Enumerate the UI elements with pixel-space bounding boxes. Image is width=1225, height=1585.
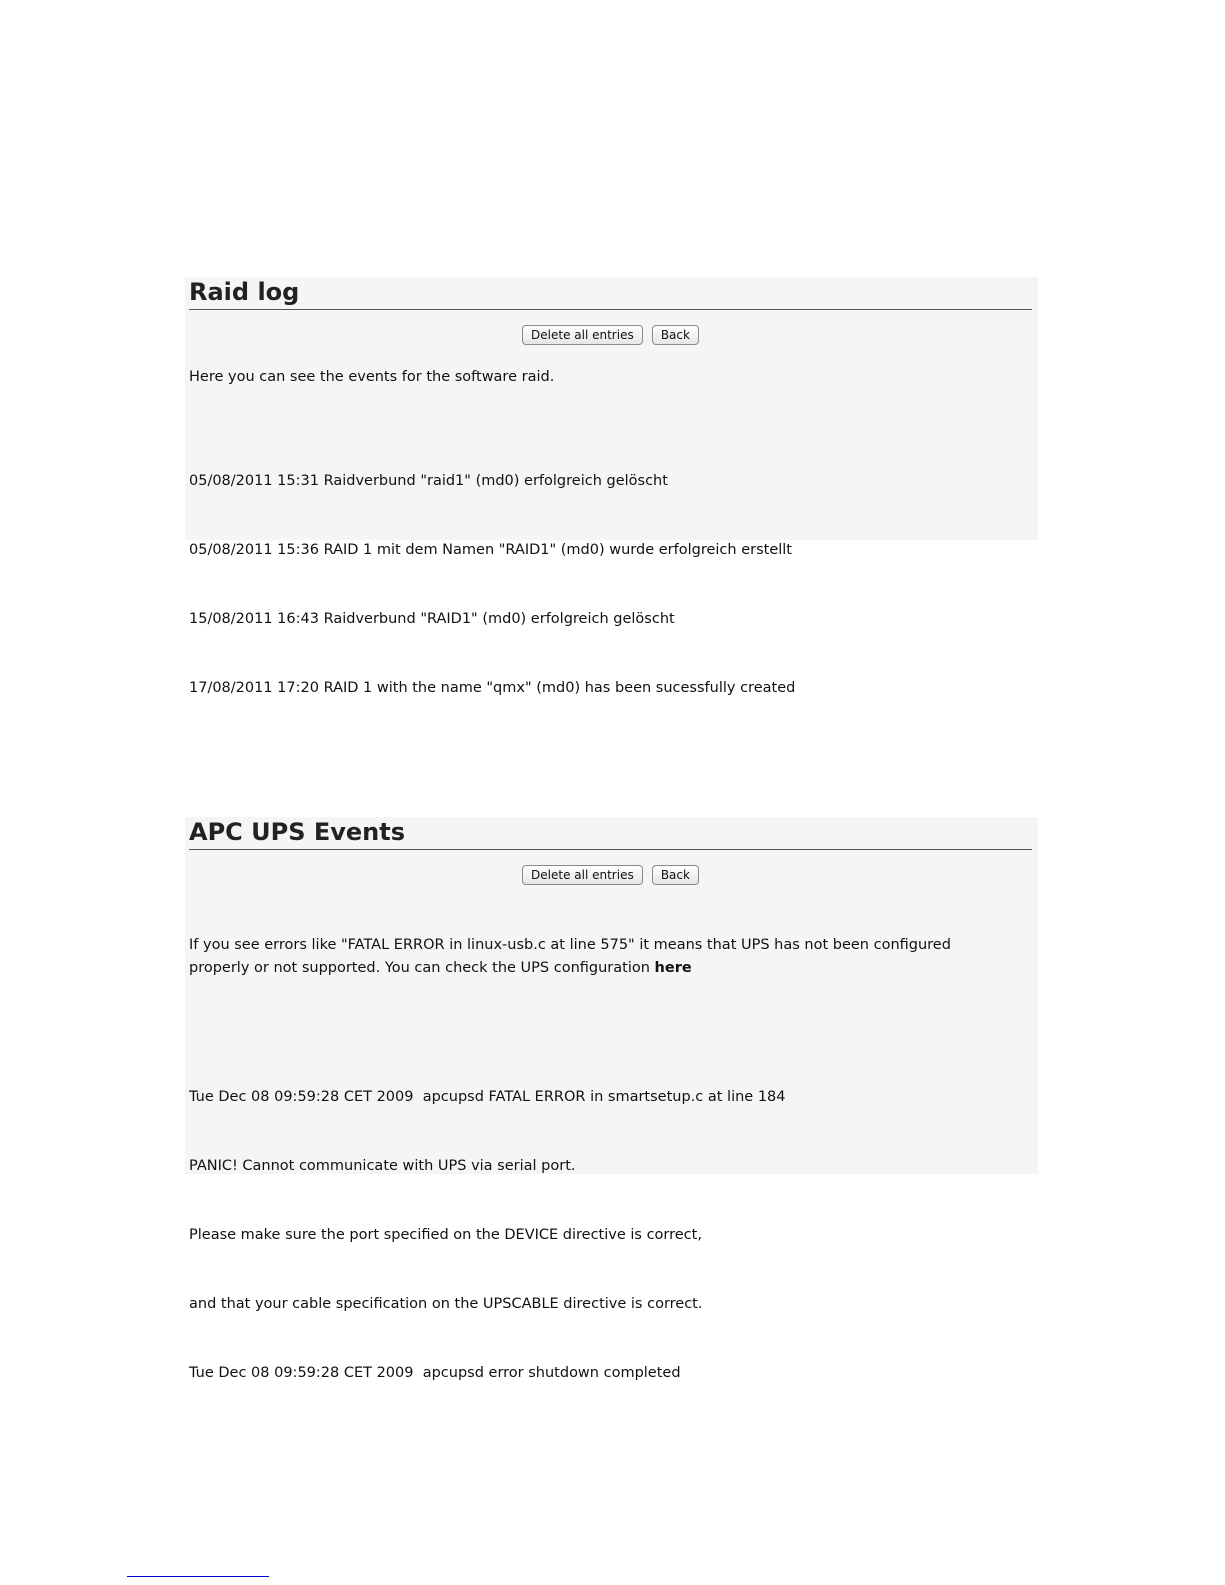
- ups-events-entries: [189, 1040, 1032, 1431]
- log-entry: 15/08/2011 16:43 Raidverbund "RAID1" (md0) erfolgreich gelöscht: [189, 611, 675, 627]
- raid-log-title: Raid log: [189, 277, 1032, 310]
- footnote-rule: [127, 1576, 269, 1577]
- ups-events-button-row: [189, 864, 1032, 886]
- raid-log-button-row: [189, 324, 1032, 346]
- ups-events-panel: [185, 817, 1038, 1381]
- raid-log-entries: [189, 424, 1032, 746]
- raid-delete-all-entries-button[interactable]: Delete all entries: [522, 325, 643, 345]
- log-entry: and that your cable specification on the UPSCABLE directive is correct.: [189, 1296, 703, 1312]
- ups-back-button[interactable]: Back: [652, 865, 699, 885]
- ups-delete-all-entries-button[interactable]: Delete all entries: [522, 865, 643, 885]
- ups-description-line1: If you see errors like "FATAL ERROR in linux-usb.c at line 575" it means that UPS has not been configured: [189, 937, 951, 953]
- log-entry: Tue Dec 08 09:59:28 CET 2009 apcupsd FATAL ERROR in smartsetup.c at line 184: [189, 1089, 786, 1105]
- ups-events-description: [189, 934, 1032, 980]
- ups-events-title: APC UPS Events: [189, 817, 1032, 850]
- log-entry: 05/08/2011 15:36 RAID 1 mit dem Namen "RAID1" (md0) wurde erfolgreich erstellt: [189, 542, 792, 558]
- raid-log-panel: [185, 277, 1038, 696]
- log-entry: Please make sure the port specified on the DEVICE directive is correct,: [189, 1227, 702, 1243]
- log-entry: 05/08/2011 15:31 Raidverbund "raid1" (md0) erfolgreich gelöscht: [189, 473, 668, 489]
- raid-log-description: Here you can see the events for the software raid.: [189, 369, 555, 385]
- ups-description-line2: properly or not supported. You can check the UPS configuration: [189, 960, 655, 976]
- log-entry: 17/08/2011 17:20 RAID 1 with the name "qmx" (md0) has been sucessfully created: [189, 680, 796, 696]
- ups-config-link[interactable]: here: [654, 960, 692, 976]
- log-entry: Tue Dec 08 09:59:28 CET 2009 apcupsd error shutdown completed: [189, 1365, 681, 1381]
- raid-back-button[interactable]: Back: [652, 325, 699, 345]
- log-entry: PANIC! Cannot communicate with UPS via serial port.: [189, 1158, 576, 1174]
